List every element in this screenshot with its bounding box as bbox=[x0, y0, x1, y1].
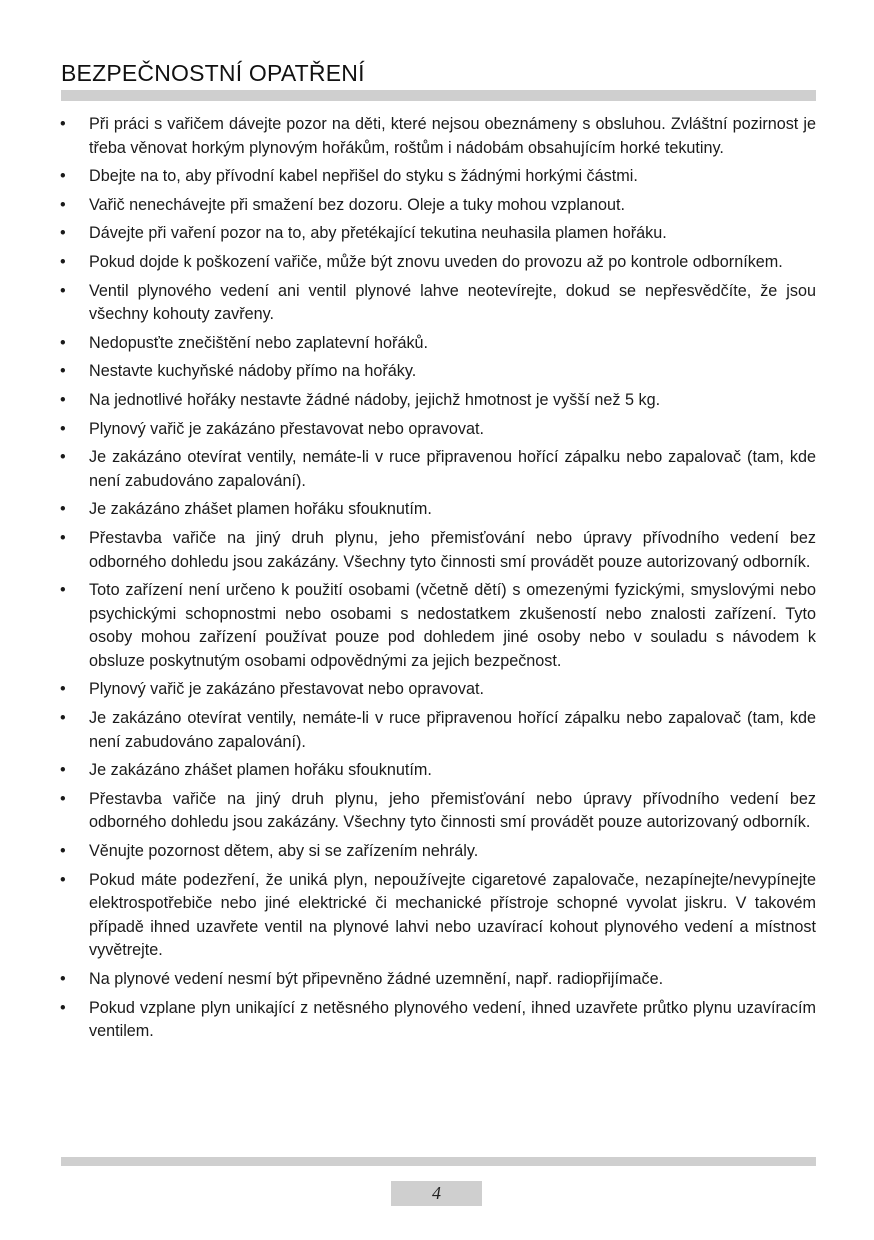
list-item-text: Toto zařízení není určeno k použití osobami (včetně dětí) s omezenými fyzickými, smyslovými nebo psychickými schopnostmi nebo osobami s nedostatkem zkušeností nebo znalosti zařízení. Tyto osoby mohou zařízení používat pouze pod dohledem jiné osoby nebo v souladu s návodem k obsluze poskytnutým osobami odpovědnými za jejich bezpečnost. bbox=[89, 581, 816, 670]
list-item bbox=[60, 707, 816, 754]
page-number: 4 bbox=[391, 1181, 482, 1206]
bullet-icon: • bbox=[60, 789, 66, 808]
list-item bbox=[60, 222, 816, 246]
list-item bbox=[60, 997, 816, 1044]
page-title: BEZPEČNOSTNÍ OPATŘENÍ bbox=[61, 60, 365, 86]
bullet-icon: • bbox=[60, 870, 66, 889]
bullet-icon: • bbox=[60, 362, 66, 381]
bullet-icon: • bbox=[60, 333, 66, 352]
bullet-icon: • bbox=[60, 167, 66, 186]
list-item-text: Je zakázáno otevírat ventily, nemáte-li v ruce připravenou hořící zápalku nebo zapalovač (tam, kde není zabudováno zapalování). bbox=[89, 709, 816, 751]
footer-bar bbox=[61, 1157, 816, 1166]
list-item bbox=[60, 869, 816, 963]
list-item bbox=[60, 498, 816, 522]
bullet-icon: • bbox=[60, 581, 66, 600]
list-item-text: Je zakázáno zhášet plamen hořáku sfouknutím. bbox=[89, 500, 432, 519]
bullet-icon: • bbox=[60, 528, 66, 547]
list-item bbox=[60, 113, 816, 160]
bullet-icon: • bbox=[60, 419, 66, 438]
bullet-icon: • bbox=[60, 195, 66, 214]
bullet-icon: • bbox=[60, 680, 66, 699]
list-item-text: Je zakázáno otevírat ventily, nemáte-li v ruce připravenou hořící zápalku nebo zapalovač (tam, kde není zabudováno zapalování). bbox=[89, 448, 816, 490]
bullet-icon: • bbox=[60, 281, 66, 300]
bullet-icon: • bbox=[60, 448, 66, 467]
safety-instructions-list bbox=[60, 113, 816, 1049]
list-item bbox=[60, 678, 816, 702]
list-item-text: Dávejte při vaření pozor na to, aby přetékající tekutina neuhasila plamen hořáku. bbox=[89, 224, 667, 243]
list-item-text: Při práci s vařičem dávejte pozor na děti, které nejsou obeznámeny s obsluhou. Zvláštní pozirnost je třeba věnovat horkým plynovým hořákům, roštům i nádobám obsahujícím horké tekutiny. bbox=[89, 115, 816, 157]
bullet-icon: • bbox=[60, 842, 66, 861]
bullet-icon: • bbox=[60, 970, 66, 988]
list-item-text: Nedopusťte znečištění nebo zaplatevní hořáků. bbox=[89, 333, 429, 352]
list-item-text: Na plynové vedení nesmí být připevněno žádné uzemnění, např. radiopřijímače. bbox=[89, 970, 664, 988]
bullet-icon: • bbox=[60, 761, 66, 780]
list-item-text: Plynový vařič je zakázáno přestavovat nebo opravovat. bbox=[89, 419, 485, 438]
bullet-icon: • bbox=[60, 115, 66, 133]
list-item-text: Pokud vzplane plyn unikající z netěsného plynového vedení, ihned uzavřete průtko plynu uzavíracím ventilem. bbox=[89, 998, 816, 1041]
bullet-icon: • bbox=[60, 390, 66, 409]
list-item-text: Je zakázáno zhášet plamen hořáku sfouknutím. bbox=[89, 761, 432, 780]
title-underline-bar bbox=[61, 90, 816, 101]
list-item-text: Přestavba vařiče na jiný druh plynu, jeho přemisťování nebo úpravy přívodního vedení bez odborného dohledu jsou zakázány. Všechny tyto činnosti smí provádět pouze autorizovaný odborník. bbox=[89, 789, 816, 832]
bullet-icon: • bbox=[60, 998, 66, 1017]
list-item bbox=[60, 389, 816, 413]
list-item bbox=[60, 759, 816, 783]
list-item-text: Ventil plynového vedení ani ventil plynové lahve neotevírejte, dokud se nepřesvědčíte, že jsou všechny kohouty zavřeny. bbox=[89, 281, 816, 324]
bullet-icon: • bbox=[60, 252, 66, 271]
list-item bbox=[60, 788, 816, 835]
list-item-text: Na jednotlivé hořáky nestavte žádné nádoby, jejichž hmotnost je vyšší než 5 kg. bbox=[89, 390, 661, 409]
list-item-text: Pokud máte podezření, že uniká plyn, nepoužívejte cigaretové zapalovače, nezapínejte/nevypínejte elektrospotřebiče nebo jiné elektrické či mechanické přístroje schopné vyvolat jiskru. V takovém případě ihned uzavřete ventil na plynové lahvi nebo uzavírací kohout plynového vedení a místnost vyvětrejte. bbox=[89, 870, 816, 960]
list-item bbox=[60, 165, 816, 189]
list-item bbox=[60, 579, 816, 673]
bullet-icon: • bbox=[60, 500, 66, 519]
list-item-text: Přestavba vařiče na jiný druh plynu, jeho přemisťování nebo úpravy přívodního vedení bez odborného dohledu jsou zakázány. Všechny tyto činnosti smí provádět pouze autorizovaný odborník. bbox=[89, 528, 816, 571]
list-item-text: Dbejte na to, aby přívodní kabel nepřišel do styku s žádnými horkými částmi. bbox=[89, 167, 638, 186]
list-item-text: Vařič nenechávejte při smažení bez dozoru. Oleje a tuky mohou vzplanout. bbox=[89, 195, 625, 214]
list-item bbox=[60, 527, 816, 574]
list-item bbox=[60, 194, 816, 218]
list-item-text: Pokud dojde k poškození vařiče, může být znovu uveden do provozu až po kontrole odborníkem. bbox=[89, 252, 783, 271]
list-item bbox=[60, 332, 816, 356]
list-item bbox=[60, 418, 816, 442]
list-item-text: Nestavte kuchyňské nádoby přímo na hořáky. bbox=[89, 362, 417, 381]
bullet-icon: • bbox=[60, 224, 66, 243]
list-item bbox=[60, 360, 816, 384]
bullet-icon: • bbox=[60, 709, 66, 728]
list-item-text: Plynový vařič je zakázáno přestavovat nebo opravovat. bbox=[89, 680, 485, 699]
list-item bbox=[60, 280, 816, 327]
list-item bbox=[60, 968, 816, 992]
list-item bbox=[60, 251, 816, 275]
list-item-text: Věnujte pozornost dětem, aby si se zařízením nehrály. bbox=[89, 842, 479, 861]
list-item bbox=[60, 446, 816, 493]
list-item bbox=[60, 840, 816, 864]
